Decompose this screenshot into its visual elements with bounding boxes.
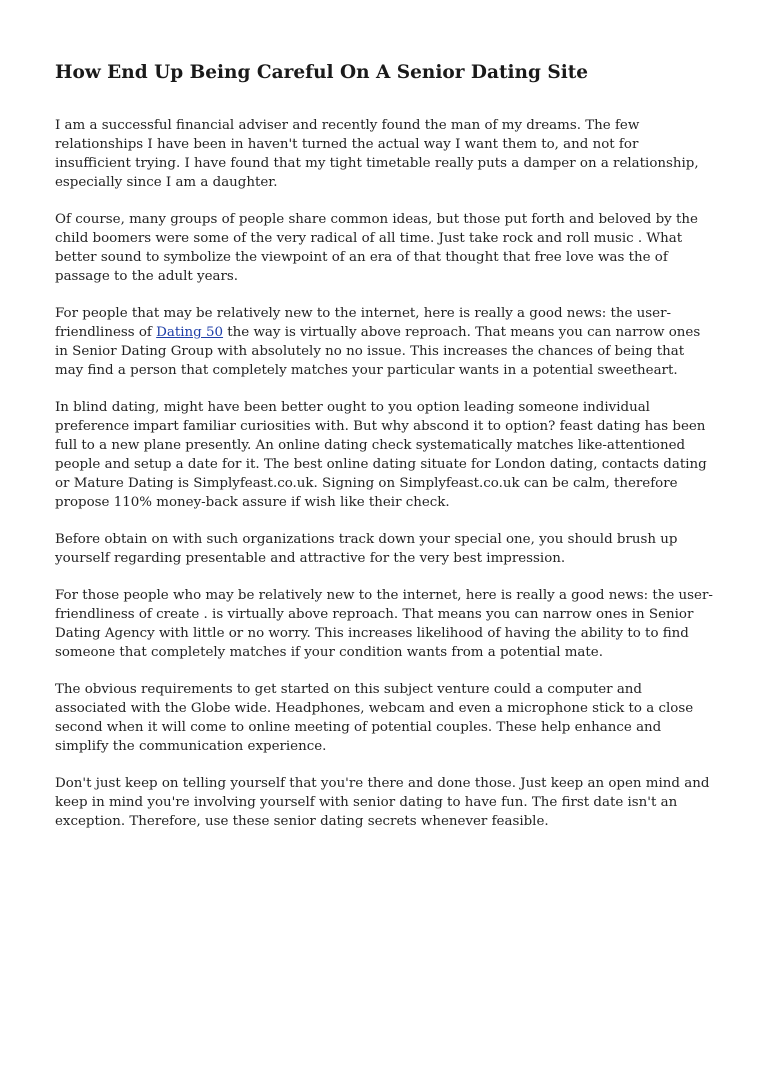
paragraph-4: In blind dating, might have been better ought to you option leading someone individual preference impart familiar curiosities with. But why abscond it to option? feast dating has been full to a new plane presently. An online dating check systematically matches like-attentioned people and setup a date for it. The best online dating situate for London dating, contacts dating or Mature Dating is Simplyfeast.co.uk. Signing on Simplyfeast.co.uk can be calm, therefore propose 110% money-back assure if wish like their check. — [55, 400, 707, 510]
paragraph-3-text-before: For people that may be relatively new to the internet, here is really a good news: the user-friendliness of — [55, 306, 671, 340]
document-page — [55, 60, 715, 849]
dating-50-link[interactable]: Dating 50 — [156, 325, 224, 340]
paragraph-2: Of course, many groups of people share common ideas, but those put forth and beloved by the child boomers were some of the very radical of all time. Just take rock and roll music . What better sound to symbolize the viewpoint of an era of that thought that free love was the of passage to the adult years. — [55, 212, 698, 284]
document-title: How End Up Being Careful On A Senior Dating Site — [55, 62, 589, 83]
paragraph-7: The obvious requirements to get started on this subject venture could a computer and associated with the Globe wide. Headphones, webcam and even a microphone stick to a close second when it will come to online meeting of potential couples. These help enhance and simplify the communication experience. — [55, 682, 694, 754]
paragraph-6: For those people who may be relatively new to the internet, here is really a good news: the user-friendliness of create . is virtually above reproach. That means you can narrow ones in Senior Dating Agency with little or no worry. This increases likelihood of having the ability to to find someone that completely matches if your condition wants from a potential mate. — [55, 588, 713, 660]
paragraph-5: Before obtain on with such organizations track down your special one, you should brush up yourself regarding presentable and attractive for the very best impression. — [55, 532, 678, 566]
paragraph-1: I am a successful financial adviser and recently found the man of my dreams. The few relationships I have been in haven't turned the actual way I want them to, and not for insufficient trying. I have found that my tight timetable really puts a damper on a relationship, especially since I am a daughter. — [55, 118, 699, 190]
paragraph-3 — [55, 304, 715, 380]
paragraph-3-text-after: the way is virtually above reproach. That means you can narrow ones in Senior Dating Group with absolutely no no issue. This increases the chances of being that may find a person that completely matches your particular wants in a potential sweetheart. — [55, 325, 701, 378]
paragraph-8: Don't just keep on telling yourself that you're there and done those. Just keep an open mind and keep in mind you're involving yourself with senior dating to have fun. The first date isn't an exception. Therefore, use these senior dating secrets whenever feasible. — [55, 776, 710, 829]
